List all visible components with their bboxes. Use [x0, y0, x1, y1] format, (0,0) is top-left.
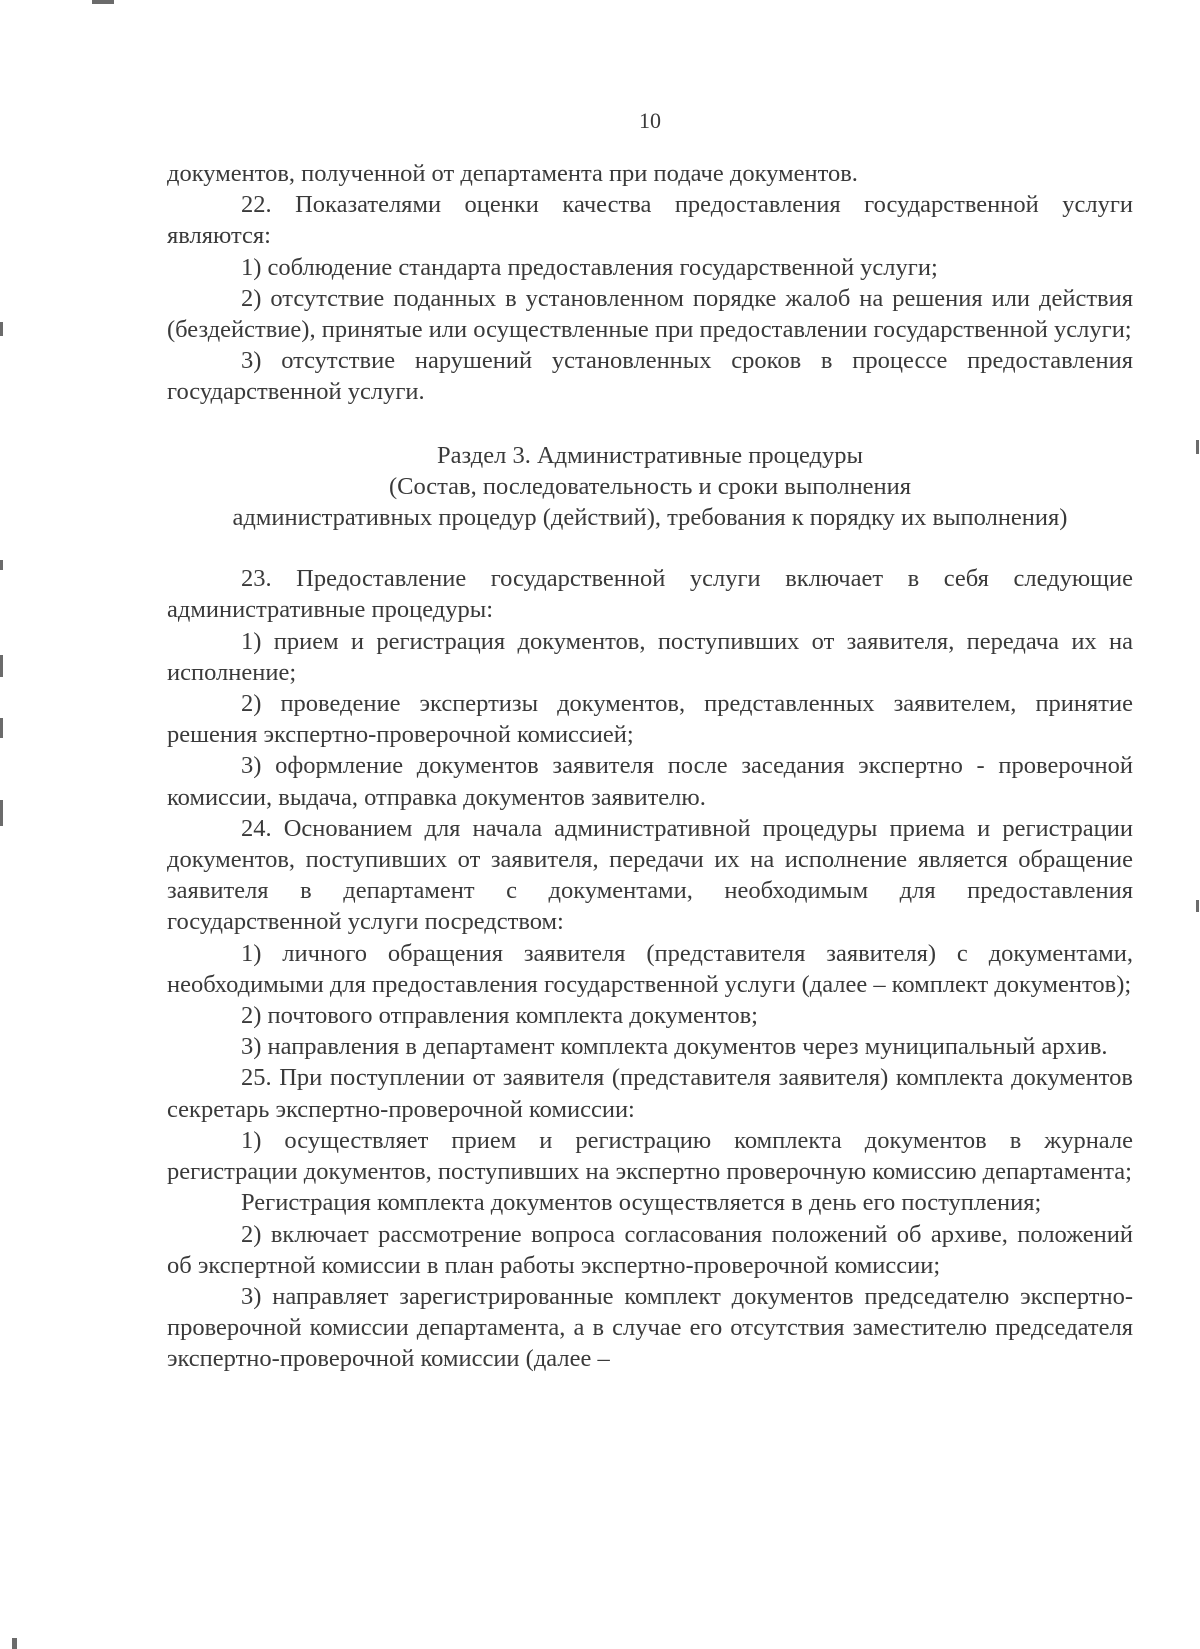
list-item: 3) направляет зарегистрированные комплект документов председателю экспертно-проверочной комиссии департамента, а в случае его отсутствия заместителю председателя экспертно-проверочной комиссии (далее –	[167, 1282, 1133, 1373]
document-body	[167, 158, 1133, 1375]
scan-mark-left-edge	[0, 560, 3, 570]
section-subtitle: (Состав, последовательность и сроки выполнения	[388, 472, 912, 500]
paragraph: Регистрация комплекта документов осуществляется в день его поступления;	[241, 1189, 1042, 1217]
scan-mark-right-edge	[1196, 900, 1199, 912]
list-item: 1) личного обращения заявителя (представителя заявителя) с документами, необходимыми для предоставления государственной услуги (далее – комплект документов);	[167, 939, 1133, 998]
paragraph: 22. Показателями оценки качества предоставления государственной услуги являются:	[167, 191, 1133, 250]
section-subtitle: административных процедур (действий), требования к порядку их выполнения)	[232, 504, 1068, 532]
list-item: 3) отсутствие нарушений установленных сроков в процессе предоставления государственной услуги.	[167, 347, 1133, 406]
list-item: 1) осуществляет прием и регистрацию комплекта документов в журнале регистрации документов, поступивших на экспертно проверочную комиссию департамента;	[167, 1126, 1133, 1186]
scan-mark-top-left	[92, 0, 114, 4]
list-item: 1) соблюдение стандарта предоставления государственной услуги;	[241, 253, 938, 281]
paragraph: 24. Основанием для начала административной процедуры приема и регистрации документов, поступивших от заявителя, передачи их на исполнение является обращение заявителя в департамент с документами, необходимым для предоставления государственной услуги посредством:	[167, 814, 1133, 936]
scan-mark-left-edge	[0, 800, 3, 826]
list-item: 2) отсутствие поданных в установленном порядке жалоб на решения или действия (бездействие), принятые или осуществленные при предоставлении государственной услуги;	[167, 284, 1133, 344]
section-heading	[151, 440, 1149, 534]
page-number: 10	[639, 108, 661, 133]
list-item: 2) почтового отправления комплекта документов;	[241, 1002, 758, 1030]
section-title: Раздел 3. Административные процедуры	[437, 441, 863, 469]
list-item: 2) включает рассмотрение вопроса согласования положений об архиве, положений об экспертной комиссии в план работы экспертно-проверочной комиссии;	[167, 1220, 1133, 1279]
paragraph: 25. При поступлении от заявителя (представителя заявителя) комплекта документов секретарь экспертно-проверочной комиссии:	[167, 1064, 1133, 1123]
scan-mark-left-edge	[0, 655, 3, 677]
paragraph: 23. Предоставление государственной услуги включает в себя следующие административные процедуры:	[167, 565, 1133, 624]
scan-mark-right-edge	[1196, 440, 1199, 454]
paragraph: документов, полученной от департамента при подаче документов.	[167, 160, 858, 187]
list-item: 3) направления в департамент комплекта документов через муниципальный архив.	[241, 1033, 1108, 1061]
list-item: 3) оформление документов заявителя после заседания экспертно - проверочной комиссии, выдача, отправка документов заявителю.	[167, 752, 1133, 811]
list-item: 1) прием и регистрация документов, поступивших от заявителя, передача их на исполнение;	[167, 627, 1133, 686]
scan-mark-bottom-left	[12, 1638, 17, 1649]
scan-mark-left-edge	[0, 322, 3, 336]
scan-mark-left-edge	[0, 718, 3, 738]
list-item: 2) проведение экспертизы документов, представленных заявителем, принятие решения экспертно-проверочной комиссией;	[167, 690, 1133, 749]
